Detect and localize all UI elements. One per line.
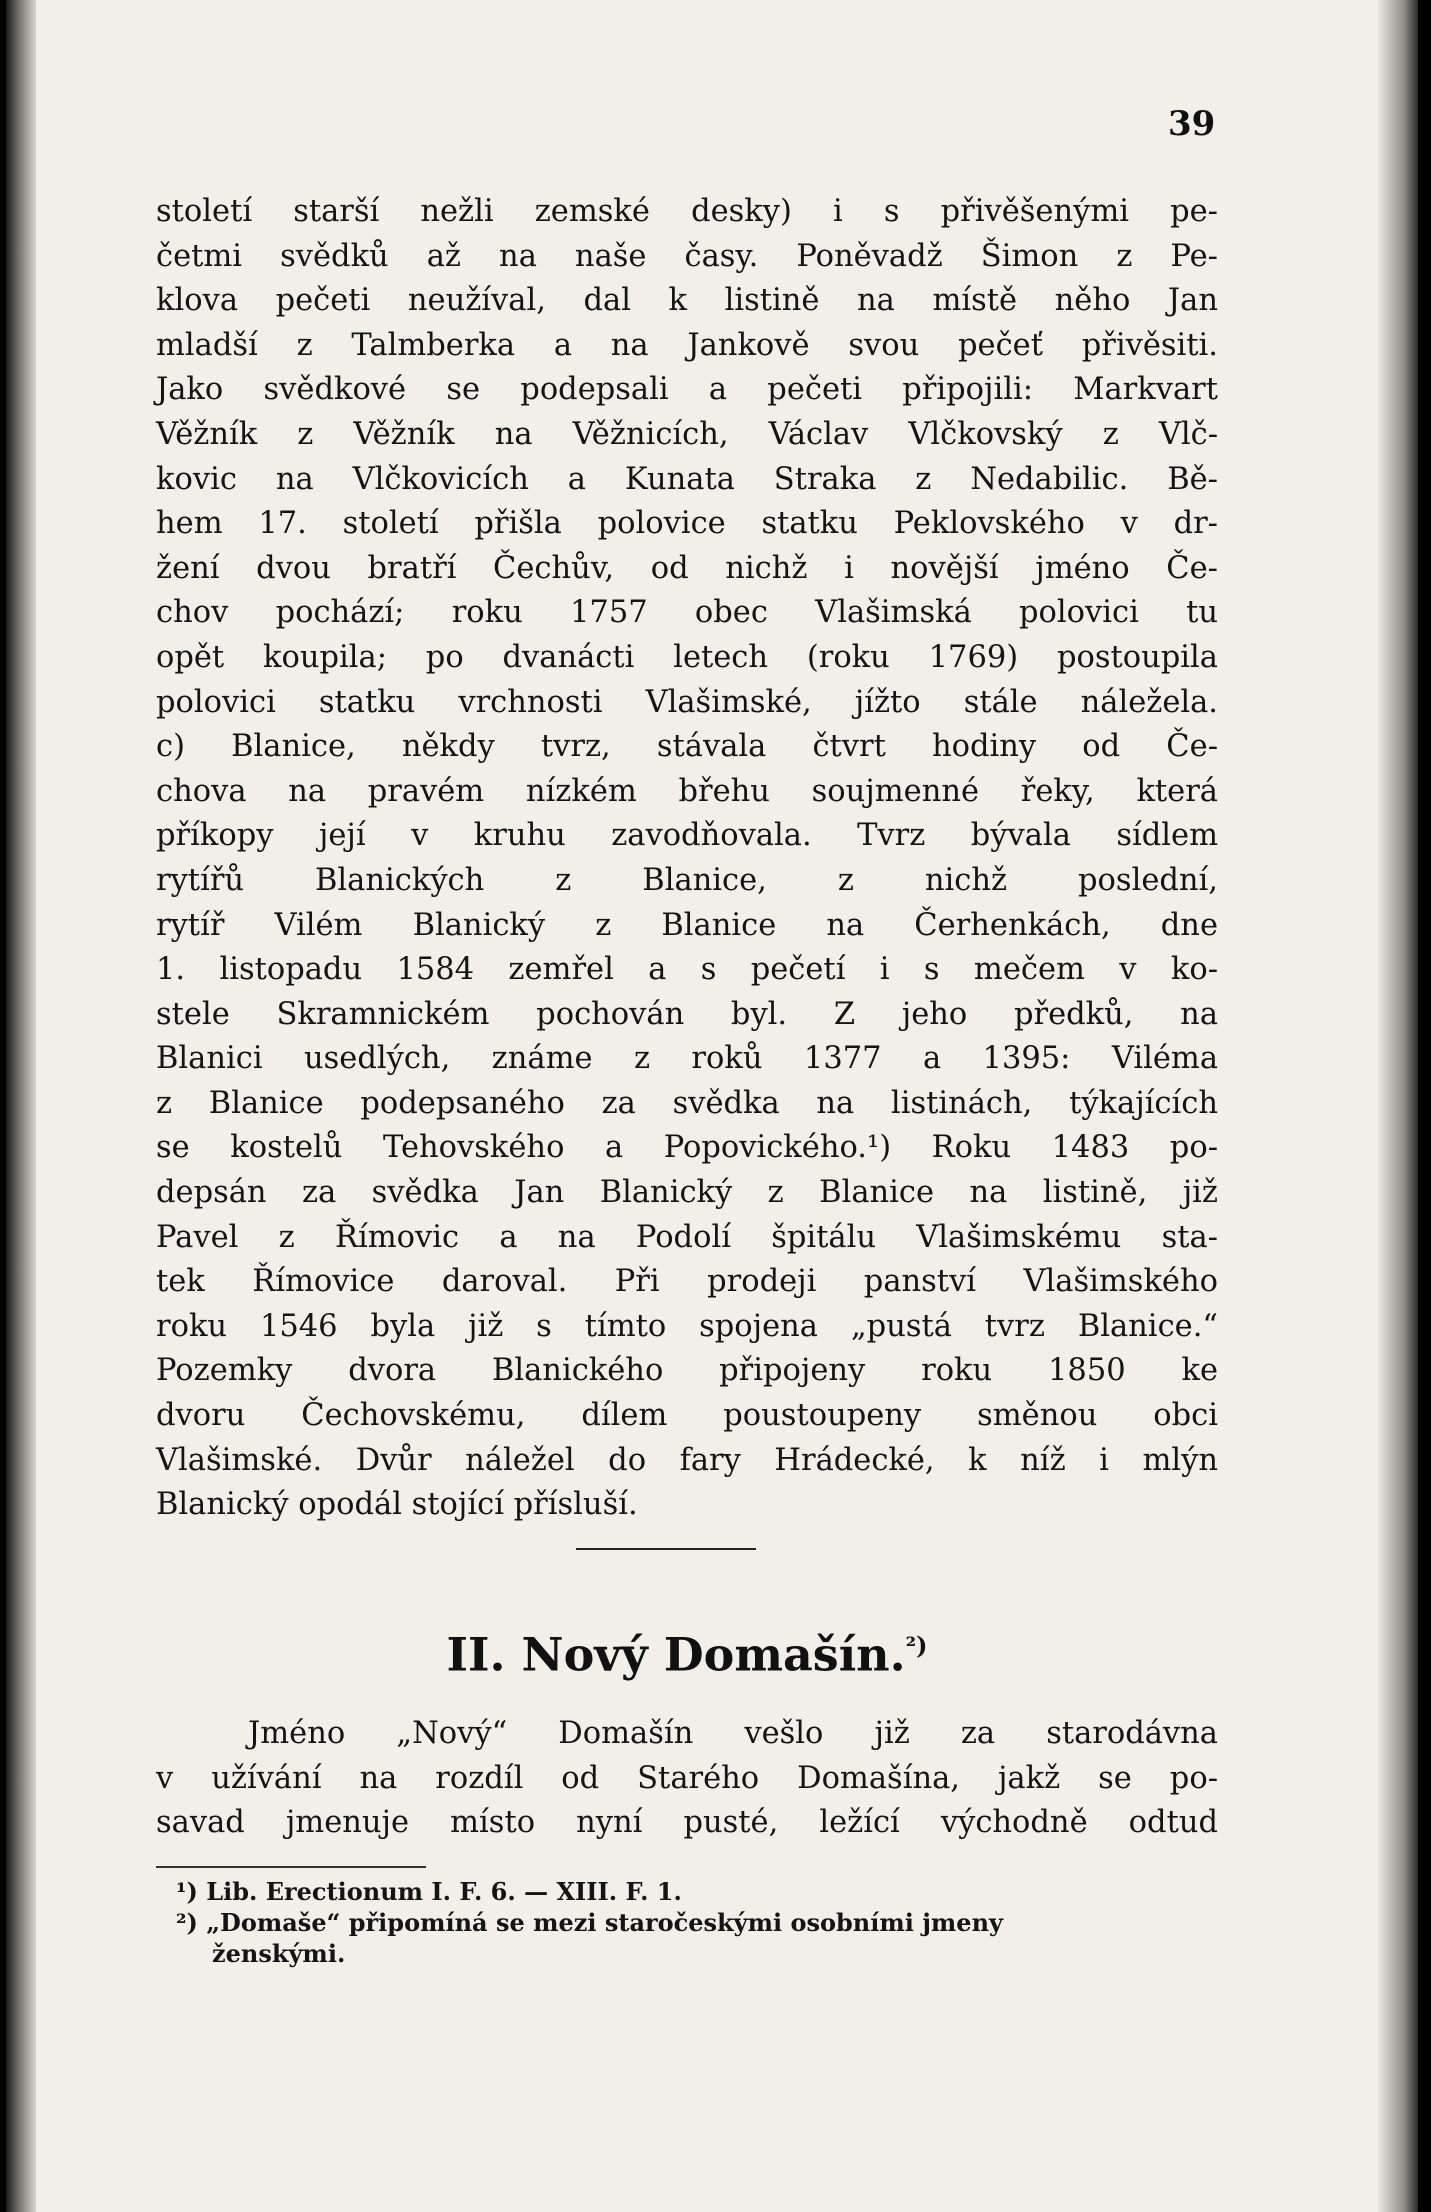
text-line: dvoru Čechovskému, dílem poustoupeny směnou obci [156, 1398, 1218, 1434]
text-line: hem 17. století přišla polovice statku Peklovského v dr- [156, 506, 1218, 542]
text-line: rytířů Blanických z Blanice, z nichž poslední, [156, 862, 1218, 898]
section-text-line: savad jmenuje místo nyní pusté, ležící východně odtud [156, 1805, 1218, 1841]
section-text-line: v užívání na rozdíl od Starého Domašína, jakž se po- [156, 1760, 1218, 1796]
page-number: 39 [1168, 104, 1216, 144]
section-text-line [156, 1712, 1218, 1757]
footnote-2-text: „Domaše“ připomíná se mezi staročeskými osobními jmeny [206, 1908, 1003, 1937]
text-line: příkopy její v kruhu zavodňovala. Tvrz bývala sídlem [156, 818, 1218, 854]
page-right-edge-shadow [1378, 0, 1418, 2212]
text-line: c) Blanice, někdy tvrz, stávala čtvrt hodiny od Če- [156, 729, 1218, 765]
text-line: 1. listopadu 1584 zemřel a s pečetí i s mečem v ko- [156, 952, 1218, 988]
footnote-2-continuation: ženskými. [212, 1939, 346, 1968]
section-text-line-content: Jméno „Nový“ Domašín vešlo již za starodávna [248, 1716, 1218, 1751]
footnote-1-marker: ¹) [176, 1877, 198, 1906]
text-line: mladší z Talmberka a na Jankově svou pečeť přivěsiti. [156, 327, 1218, 363]
text-line: žení dvou bratří Čechův, od nichž i novější jméno Če- [156, 550, 1218, 586]
footnote-rule [156, 1866, 426, 1868]
text-line: polovici statku vrchnosti Vlašimské, jížto stále náležela. [156, 684, 1218, 720]
footnote-2-marker: ²) [176, 1908, 198, 1937]
section-heading-note-ref: ²) [905, 1631, 928, 1660]
text-line: rytíř Vilém Blanický z Blanice na Čerhenkách, dne [156, 907, 1218, 943]
book-page [6, 0, 1418, 2212]
section-paragraph [156, 1712, 1218, 1846]
footnote-1 [176, 1876, 1218, 1907]
text-line: Vlašimské. Dvůr náležel do fary Hrádecké, k níž i mlýn [156, 1442, 1218, 1478]
text-line: z Blanice podepsaného za svědka na listinách, týkajících [156, 1085, 1218, 1121]
page-left-edge-shadow [6, 0, 36, 2212]
text-line: roku 1546 byla již s tímto spojena „pustá tvrz Blanice.“ [156, 1308, 1218, 1344]
footnote-2 [176, 1907, 1218, 1938]
text-line: chova na pravém nízkém břehu soujmenné řeky, která [156, 773, 1218, 809]
text-line: se kostelů Tehovského a Popovického.¹) Roku 1483 po- [156, 1130, 1218, 1166]
section-separator [576, 1548, 756, 1550]
text-line: opět koupila; po dvanácti letech (roku 1769) postoupila [156, 639, 1218, 675]
text-line: depsán za svědka Jan Blanický z Blanice na listině, již [156, 1175, 1218, 1211]
footnote-2-continuation-line [176, 1938, 1218, 1969]
text-line: Blanici usedlých, známe z roků 1377 a 1395: Viléma [156, 1041, 1218, 1077]
text-line: Věžník z Věžník na Věžnicích, Václav Vlčkovský z Vlč- [156, 416, 1218, 452]
text-line: chov pochází; roku 1757 obec Vlašimská polovici tu [156, 595, 1218, 631]
text-line: kovic na Vlčkovicích a Kunata Straka z Nedabilic. Bě- [156, 461, 1218, 497]
section-heading-text: II. Nový Domašín. [446, 1627, 906, 1682]
text-line: Pozemky dvora Blanického připojeny roku 1850 ke [156, 1353, 1218, 1389]
section-heading [156, 1616, 1218, 1684]
body-paragraph [156, 190, 1218, 1528]
text-line: Blanický opodál stojící přísluší. [156, 1487, 638, 1523]
text-line: četmi svědků až na naše časy. Poněvadž Šimon z Pe- [156, 238, 1218, 274]
text-line: Jako svědkové se podepsali a pečeti připojili: Markvart [156, 372, 1218, 408]
text-line: Pavel z Římovic a na Podolí špitálu Vlašimskému sta- [156, 1219, 1218, 1255]
text-line: stele Skramnickém pochován byl. Z jeho předků, na [156, 996, 1218, 1032]
text-line: klova pečeti neužíval, dal k listině na místě něho Jan [156, 283, 1218, 319]
footnotes [176, 1876, 1218, 1969]
text-line: století starší nežli zemské desky) i s přivěšenými pe- [156, 194, 1218, 229]
text-line: tek Římovice daroval. Při prodeji panství Vlašimského [156, 1264, 1218, 1300]
footnote-1-text: Lib. Erectionum I. F. 6. — XIII. F. 1. [206, 1877, 682, 1906]
